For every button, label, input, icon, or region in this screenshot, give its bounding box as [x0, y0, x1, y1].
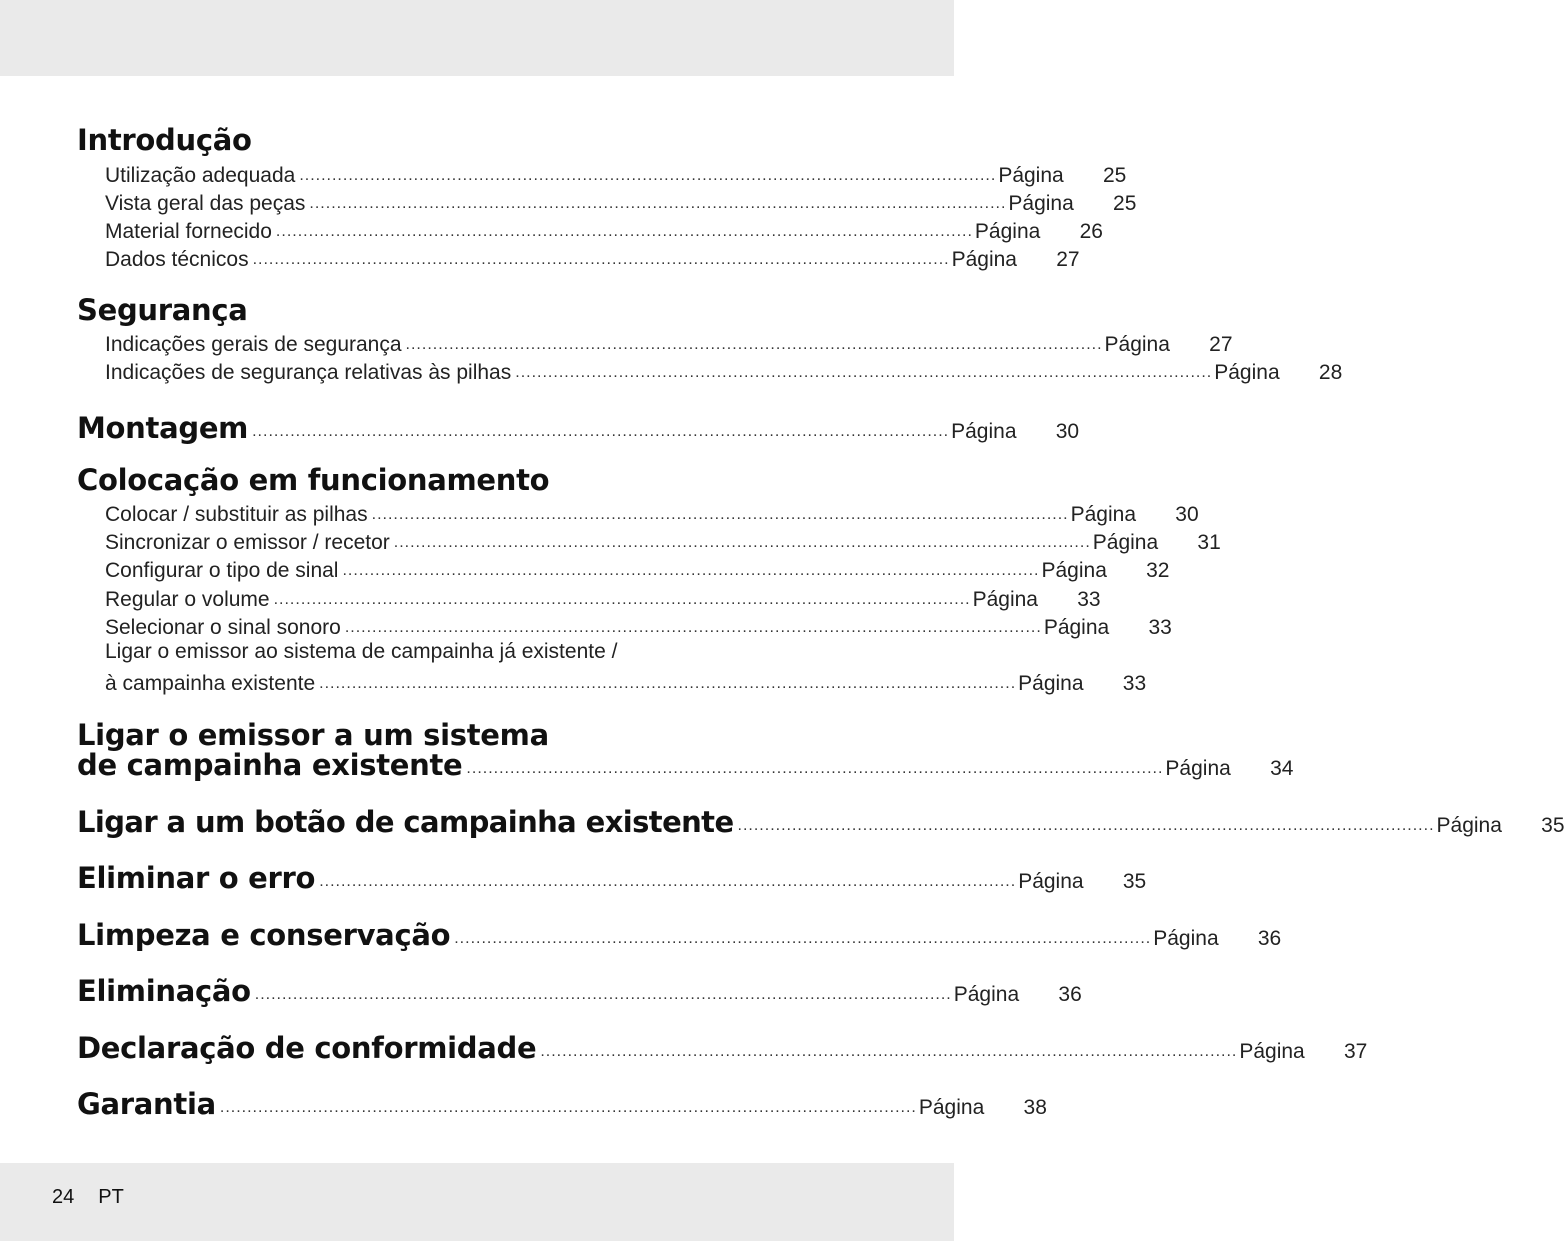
- page-word: Página: [1008, 192, 1074, 215]
- toc-entry[interactable]: [105, 553, 1170, 583]
- toc-entry[interactable]: [105, 186, 1137, 216]
- toc-entry-montagem[interactable]: [77, 410, 1080, 445]
- toc-entry[interactable]: [105, 666, 1147, 696]
- dot-leader: ................................................................................................................................: [393, 534, 1091, 551]
- toc-entry-declaracao[interactable]: [77, 1030, 1368, 1065]
- toc-entry[interactable]: [105, 582, 1101, 612]
- page-word: Página: [1104, 333, 1170, 356]
- entry-label: Indicações gerais de segurança: [105, 333, 402, 356]
- page-footer: [52, 1186, 124, 1209]
- dot-leader: ................................................................................................................................: [254, 986, 952, 1003]
- toc-entry[interactable]: [105, 355, 1343, 385]
- dot-leader: ................................................................................................................................: [319, 873, 1017, 890]
- footer-page-number: 24: [52, 1186, 75, 1208]
- page-word: Página: [1239, 1040, 1305, 1063]
- page-number: 25: [1113, 192, 1137, 215]
- dot-leader: ................................................................................................................................: [540, 1043, 1238, 1060]
- dot-leader: ................................................................................................................................: [344, 619, 1042, 636]
- page-word: Página: [972, 588, 1038, 611]
- toc-entry-ligar-sistema[interactable]: [77, 747, 1294, 782]
- section-heading-montagem: Montagem: [77, 411, 249, 445]
- page-number: 31: [1197, 531, 1221, 554]
- entry-label: Configurar o tipo de sinal: [105, 559, 339, 582]
- toc-entry[interactable]: [105, 327, 1233, 357]
- toc-entry[interactable]: [105, 242, 1080, 272]
- page-number: 38: [1023, 1096, 1047, 1119]
- entry-label: Sincronizar o emissor / recetor: [105, 531, 390, 554]
- page-word: Página: [951, 248, 1017, 271]
- dot-leader: ................................................................................................................................: [737, 817, 1435, 834]
- page-word: Página: [1165, 757, 1231, 780]
- toc-entry-eliminacao[interactable]: [77, 973, 1082, 1008]
- footer-language: PT: [98, 1186, 124, 1208]
- page-number: 26: [1079, 220, 1103, 243]
- page-word: Página: [1153, 927, 1219, 950]
- page-word: Página: [1018, 870, 1084, 893]
- section-heading-ligar-sistema-line2: de campainha existente: [77, 748, 463, 782]
- section-heading-colocacao: Colocação em funcionamento: [77, 463, 550, 497]
- toc-entry-garantia[interactable]: [77, 1086, 1047, 1121]
- toc-entry[interactable]: [105, 158, 1127, 188]
- entry-label: Indicações de segurança relativas às pilhas: [105, 361, 512, 384]
- entry-label: Material fornecido: [105, 220, 272, 243]
- page-word: Página: [1092, 531, 1159, 554]
- toc-entry-eliminar-erro[interactable]: [77, 860, 1147, 895]
- page-word: Página: [953, 983, 1020, 1006]
- page-number: 30: [1175, 503, 1199, 526]
- toc-entry[interactable]: [105, 525, 1221, 555]
- page-word: Página: [974, 220, 1041, 243]
- toc-entry-limpeza[interactable]: [77, 917, 1282, 952]
- dot-leader: ................................................................................................................................: [454, 930, 1152, 947]
- section-heading-eliminar-erro: Eliminar o erro: [77, 861, 316, 895]
- dot-leader: ................................................................................................................................: [405, 336, 1103, 353]
- dot-leader: ................................................................................................................................: [299, 167, 997, 184]
- page-number: 32: [1146, 559, 1170, 582]
- page-number: 33: [1077, 588, 1101, 611]
- dot-leader: ................................................................................................................................: [309, 195, 1007, 212]
- entry-label: Vista geral das peças: [105, 192, 306, 215]
- page-number: 28: [1318, 361, 1343, 384]
- entry-label: Dados técnicos: [105, 248, 249, 271]
- entry-label: à campainha existente: [105, 672, 316, 695]
- section-heading-ligar-botao: Ligar a um botão de campainha existente: [77, 805, 734, 839]
- section-heading-seguranca: Segurança: [77, 293, 248, 327]
- page-word: Página: [1070, 503, 1137, 526]
- toc-entry-ligar-botao[interactable]: [77, 804, 1565, 839]
- page-number: 34: [1270, 757, 1294, 780]
- page-number: 37: [1343, 1040, 1368, 1063]
- dot-leader: ................................................................................................................................: [275, 223, 973, 240]
- entry-label: Colocar / substituir as pilhas: [105, 503, 368, 526]
- dot-leader: ................................................................................................................................: [371, 506, 1069, 523]
- page-word: Página: [998, 164, 1064, 187]
- dot-leader: ................................................................................................................................: [342, 562, 1040, 579]
- entry-label: Utilização adequada: [105, 164, 296, 187]
- entry-label-line1[interactable]: Ligar o emissor ao sistema de campainha já existente /: [105, 640, 618, 663]
- dot-leader: ................................................................................................................................: [319, 675, 1017, 692]
- page-number: 36: [1257, 927, 1282, 950]
- top-band: [0, 0, 954, 76]
- dot-leader: ................................................................................................................................: [515, 364, 1213, 381]
- page-word: Página: [1043, 616, 1110, 639]
- page-number: 27: [1209, 333, 1233, 356]
- dot-leader: ................................................................................................................................: [466, 760, 1164, 777]
- dot-leader: ................................................................................................................................: [252, 423, 950, 440]
- toc-entry[interactable]: [105, 610, 1172, 640]
- page-number: 36: [1058, 983, 1082, 1006]
- page-word: Página: [1436, 814, 1502, 837]
- page-number: 35: [1122, 870, 1147, 893]
- section-heading-declaracao: Declaração de conformidade: [77, 1031, 537, 1065]
- page-number: 27: [1056, 248, 1080, 271]
- dot-leader: ................................................................................................................................: [219, 1099, 917, 1116]
- bottom-band: [0, 1163, 954, 1241]
- dot-leader: ................................................................................................................................: [273, 591, 971, 608]
- page-number: 25: [1102, 164, 1127, 187]
- toc-entry[interactable]: [105, 214, 1103, 244]
- toc-entry[interactable]: [105, 497, 1199, 527]
- section-heading-ligar-sistema-line1[interactable]: Ligar o emissor a um sistema: [77, 718, 549, 752]
- page-word: Página: [1214, 361, 1280, 384]
- entry-label: Regular o volume: [105, 588, 270, 611]
- page-word: Página: [1041, 559, 1107, 582]
- page-word: Página: [918, 1096, 985, 1119]
- page-word: Página: [951, 420, 1017, 443]
- page-word: Página: [1018, 672, 1084, 695]
- page-number: 33: [1122, 672, 1147, 695]
- entry-label: Selecionar o sinal sonoro: [105, 616, 341, 639]
- section-heading-limpeza: Limpeza e conservação: [77, 918, 451, 952]
- section-heading-eliminacao: Eliminação: [77, 974, 251, 1008]
- dot-leader: ................................................................................................................................: [252, 251, 950, 268]
- section-heading-garantia: Garantia: [77, 1087, 216, 1121]
- section-heading-introducao: Introdução: [77, 123, 252, 157]
- page-number: 30: [1055, 420, 1080, 443]
- page-number: 35: [1541, 814, 1565, 837]
- page-number: 33: [1148, 616, 1172, 639]
